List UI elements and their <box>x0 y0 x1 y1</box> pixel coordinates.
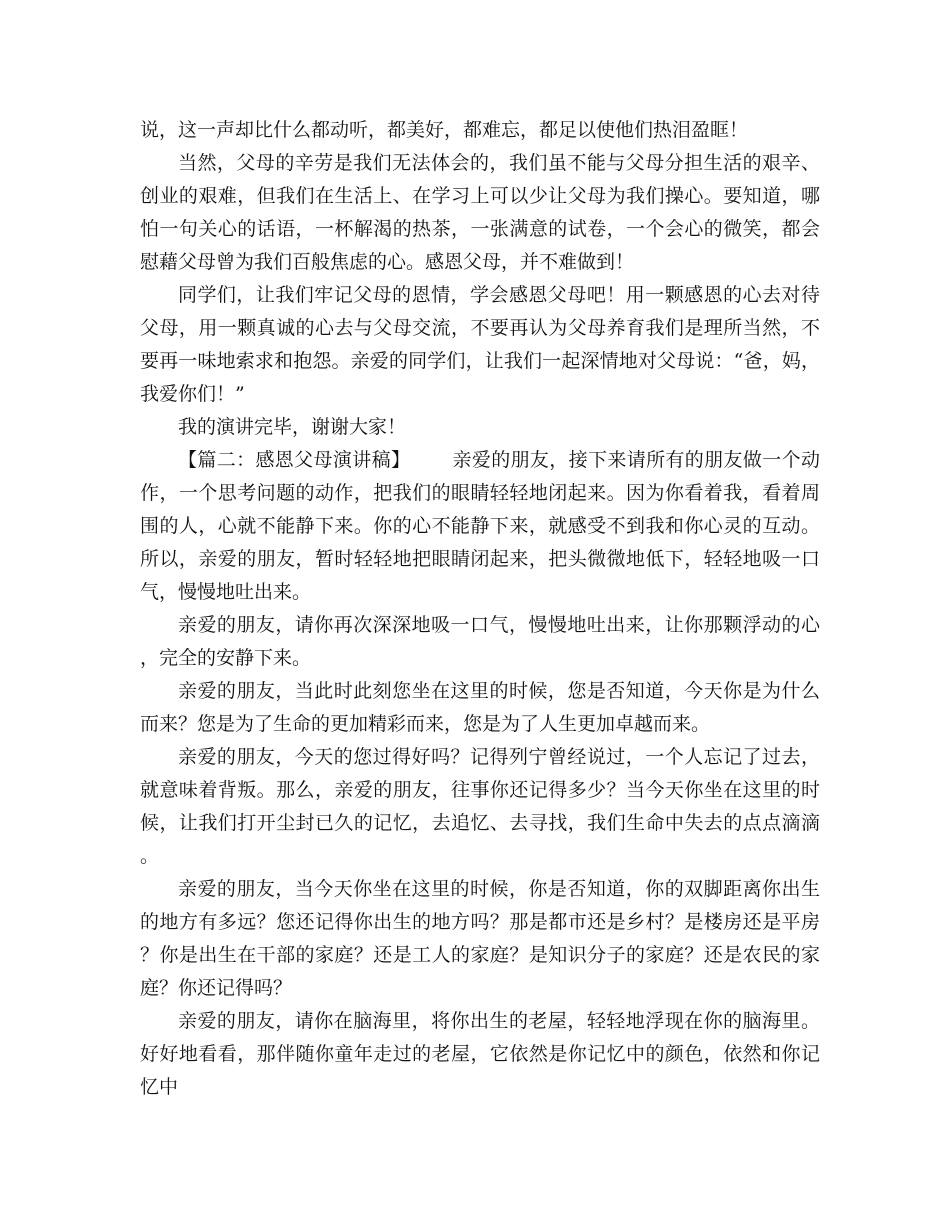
paragraph-speech-end: 我的演讲完毕，谢谢大家！ <box>178 416 407 438</box>
section-two-heading: 【篇二：感恩父母演讲稿】 <box>178 449 411 471</box>
paragraph-birthplace: 亲爱的朋友，当今天你坐在这里的时候，你是否知道，你的双脚距离你出生的地方有多远？您还记得你出生的地方吗？那是都市还是乡村？是楼房还是平房？你是出生在干部的家庭？还是工人的家庭？是知识分子的家庭？还是农民的家庭？你还记得吗？ <box>140 878 820 999</box>
paragraph-why-here: 亲爱的朋友，当此时此刻您坐在这里的时候，您是否知道，今天你是为什么而来？您是为了生命的更加精彩而来，您是为了人生更加卓越而来。 <box>140 680 820 735</box>
paragraph-continuation: 说，这一声却比什么都动听，都美好，都难忘，都足以使他们热泪盈眶！ <box>140 119 749 141</box>
paragraph-breathe-again: 亲爱的朋友，请你再次深深地吸一口气，慢慢地吐出来，让你那颗浮动的心，完全的安静下来。 <box>140 614 820 669</box>
section-two-text: 亲爱的朋友，接下来请所有的朋友做一个动作，一个思考问题的动作，把我们的眼睛轻轻地闭起来。因为你看着我，看着周围的人，心就不能静下来。你的心不能静下来，就感受不到我和你心灵的互动。所以，亲爱的朋友，暂时轻轻地把眼睛闭起来，把头微微地低下，轻轻地吸一口气，慢慢地吐出来。 <box>140 449 820 603</box>
paragraph-old-house: 亲爱的朋友，请你在脑海里，将你出生的老屋，轻轻地浮现在你的脑海里。好好地看看，那伴随你童年走过的老屋，它依然是你记忆中的颜色，依然和你记忆中 <box>140 1010 820 1098</box>
document-body <box>140 114 820 1104</box>
paragraph-remember-past: 亲爱的朋友，今天的您过得好吗？记得列宁曾经说过，一个人忘记了过去，就意味着背叛。那么，亲爱的朋友，往事你还记得多少？当今天你坐在这里的时候，让我们打开尘封已久的记忆，去追忆、去寻找，我们生命中失去的点点滴滴。 <box>140 746 820 867</box>
paragraph-remember-gratitude: 同学们，让我们牢记父母的恩情，学会感恩父母吧！用一颗感恩的心去对待父母，用一颗真诚的心去与父母交流，不要再认为父母养育我们是理所当然，不要再一味地索求和抱怨。亲爱的同学们，让我们一起深情地对父母说：“爸，妈，我爱你们！” <box>140 284 820 405</box>
paragraph-section-two-intro <box>140 444 820 609</box>
paragraph-parents-hardship: 当然，父母的辛劳是我们无法体会的，我们虽不能与父母分担生活的艰辛、创业的艰难，但我们在生活上、在学习上可以少让父母为我们操心。要知道，哪怕一句关心的话语，一杯解渴的热茶，一张满意的试卷，一个会心的微笑，都会慰藉父母曾为我们百般焦虑的心。感恩父母，并不难做到！ <box>140 152 820 273</box>
